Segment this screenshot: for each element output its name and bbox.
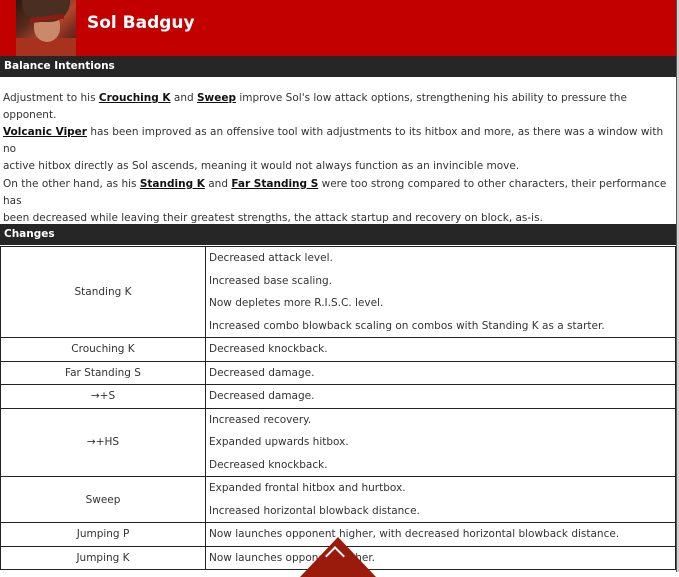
table-row <box>1 247 676 338</box>
link-sweep[interactable]: Sweep <box>196 92 237 104</box>
change-note: Expanded upwards hitbox. <box>209 436 349 448</box>
paragraph-standing-k <box>3 176 671 227</box>
section-heading-balance <box>0 56 676 77</box>
move-name: →+S <box>1 385 206 409</box>
move-name: Standing K <box>1 247 206 338</box>
change-notes <box>206 361 676 385</box>
change-note: Now depletes more R.I.S.C. level. <box>209 297 384 309</box>
character-header <box>0 0 676 56</box>
link-far-standing-s[interactable]: Far Standing S <box>231 178 319 190</box>
table-row <box>1 477 676 523</box>
change-note: Increased base scaling. <box>209 274 332 287</box>
change-notes <box>206 477 676 523</box>
move-name: Far Standing S <box>1 361 206 385</box>
character-portrait <box>16 0 76 56</box>
table-row <box>1 385 676 409</box>
link-volcanic-viper[interactable]: Volcanic Viper <box>3 126 87 138</box>
text: were too strong compared to other characters, their performance has <box>3 178 667 207</box>
change-note: Increased horizontal blowback distance. <box>209 504 420 517</box>
change-notes <box>206 546 676 570</box>
move-name: Jumping P <box>1 523 206 547</box>
change-note: Decreased damage. <box>209 390 315 402</box>
change-notes <box>206 338 676 362</box>
text: active hitbox directly as Sol ascends, meaning it would not always function as an invincible move. <box>3 160 520 172</box>
change-note: Expanded frontal hitbox and hurtbox. <box>209 482 406 494</box>
text: has been improved as an offensive tool with adjustments to its hitbox and more, as there was a window with no <box>3 126 664 155</box>
change-notes <box>206 385 676 409</box>
table-row <box>1 408 676 477</box>
change-note: Now launches opponent higher, with decreased horizontal blowback distance. <box>209 528 620 540</box>
text: and <box>170 92 197 104</box>
text: improve Sol's low attack options, strengthening his ability to pressure the opponent. <box>3 92 627 121</box>
section-heading-changes <box>0 224 676 245</box>
change-note: Decreased attack level. <box>209 252 333 264</box>
table-row <box>1 338 676 362</box>
change-note: Decreased damage. <box>209 366 315 379</box>
paragraph-volcanic-viper <box>3 124 671 175</box>
change-note: Decreased knockback. <box>209 458 328 471</box>
change-note: Increased combo blowback scaling on combos with Standing K as a starter. <box>209 319 605 332</box>
change-notes <box>206 408 676 477</box>
table-row <box>1 361 676 385</box>
link-crouching-k[interactable]: Crouching K <box>98 92 171 104</box>
page-title: Sol Badguy <box>87 13 195 33</box>
section-heading-text: Changes <box>4 228 55 240</box>
move-name: Crouching K <box>1 338 206 362</box>
section-heading-text: Balance Intentions <box>4 60 115 72</box>
changes-table <box>0 246 676 570</box>
change-note: Decreased knockback. <box>209 343 328 355</box>
move-name: Sweep <box>1 477 206 523</box>
text: and <box>204 178 232 190</box>
change-note: Increased recovery. <box>209 413 312 426</box>
change-notes <box>206 523 676 547</box>
change-note: Now launches opponent higher. <box>209 551 376 564</box>
paragraph-low-attacks <box>3 90 671 124</box>
text: On the other hand, as his <box>3 178 140 190</box>
text: been decreased while leaving their greatest strengths, the attack startup and recovery on block, as-is. <box>3 212 543 224</box>
move-name: →+HS <box>1 408 206 477</box>
change-notes <box>206 247 676 338</box>
link-standing-k[interactable]: Standing K <box>139 178 205 190</box>
text: Adjustment to his <box>3 92 99 104</box>
move-name: Jumping K <box>1 546 206 570</box>
